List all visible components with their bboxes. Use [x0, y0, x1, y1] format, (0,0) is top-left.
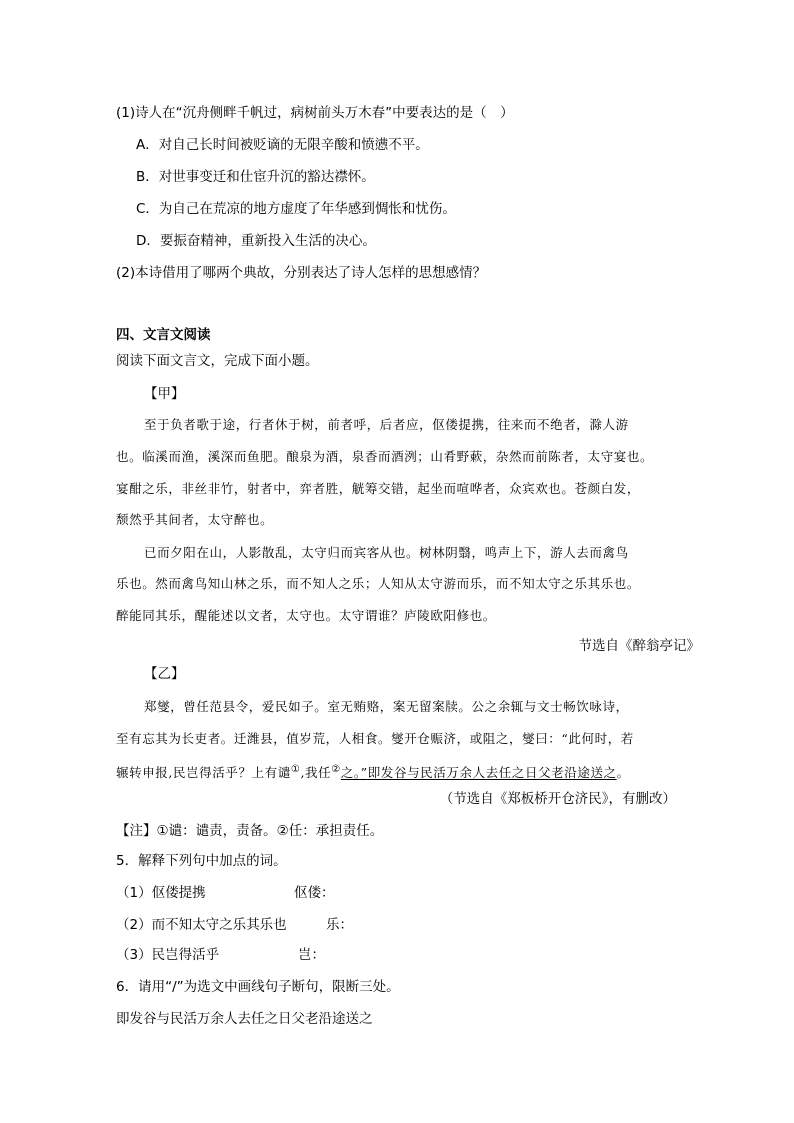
question-6-stem: 6．请用“/”为选文中画线句子断句，限断三处。 — [116, 979, 400, 995]
passage-a-line: 已而夕阳在山，人影散乱，太守归而宾客从也。树林阴翳，鸣声上下，游人去而禽鸟 — [144, 545, 629, 560]
passage-b-line: 至有忘其为长吏者。迁潍县，值岁荒，人相食。燮开仓赈济，或阻之，燮曰：“此何时，若 — [116, 731, 634, 746]
passage-b-line — [116, 761, 630, 782]
question-2-stem: (2)本诗借用了哪两个典故，分别表达了诗人怎样的思想感情？ — [116, 265, 487, 281]
question-5-stem: 5．解释下列句中加点的词。 — [116, 853, 287, 869]
option-b: B．对世事变迁和仕宦升沉的豁达襟怀。 — [136, 169, 375, 185]
option-a: A．对自己长时间被贬谪的无限辛酸和愤懑不平。 — [136, 137, 429, 153]
section-intro: 阅读下面文言文，完成下面小题。 — [116, 353, 319, 369]
option-d: D．要振奋精神，重新投入生活的决心。 — [136, 233, 376, 249]
passage-a-line: 乐也。然而禽鸟知山林之乐，而不知人之乐；人知从太守游而乐，而不知太守之乐其乐也。 — [116, 576, 641, 591]
note-marker-2: ② — [331, 764, 341, 775]
passage-b-source: （节选自《郑板桥开仓济民》，有删改） — [439, 791, 676, 807]
passage-b-text: ,我任 — [300, 765, 332, 781]
passage-a-line: 颓然乎其间者，太守醉也。 — [116, 512, 274, 527]
question-5-word: 岂： — [298, 947, 325, 963]
question-5-word: 伛偻： — [294, 885, 335, 901]
passage-a-line: 也。临溪而渔，溪深而鱼肥。酿泉为酒，泉香而酒洌；山肴野蔌，杂然而前陈者，太守宴也。 — [116, 449, 654, 464]
annotation-note: 【注】①谴：谴责，责备。②任：承担责任。 — [116, 823, 384, 839]
passage-b-label: 【乙】 — [144, 666, 185, 682]
question-5-item: （1）伛偻提携 — [116, 885, 206, 901]
passage-a-line: 至于负者歌于途，行者休于树，前者呼，后者应，伛偻提携，往来而不绝者，滁人游 — [144, 417, 629, 432]
passage-b-line: 郑燮，曾任范县令，爱民如子。室无贿赂，案无留案牍。公之余辄与文士畅饮咏诗， — [144, 699, 629, 714]
question-5-word: 乐： — [326, 917, 353, 933]
option-c: C．为自己在荒凉的地方虚度了年华感到惆怅和忧伤。 — [136, 201, 456, 217]
question-5-item: （3）民岂得活乎 — [116, 947, 220, 963]
section-heading: 四、文言文阅读 — [116, 327, 211, 343]
passage-b-text: 之。” — [340, 765, 368, 781]
passage-a-label: 【甲】 — [144, 386, 185, 402]
note-marker-1: ① — [290, 764, 301, 775]
underlined-sentence: 即发谷与民活万余人去任之日父老沿途送之 — [367, 765, 617, 781]
passage-b-text: 。 — [616, 765, 630, 781]
question-6-sentence: 即发谷与民活万余人去任之日父老沿途送之 — [116, 1011, 373, 1027]
question-5-item: （2）而不知太守之乐其乐也 — [116, 917, 287, 933]
passage-a-source: 节选自《醉翁亭记》 — [578, 638, 700, 654]
passage-a-line: 宴酣之乐，非丝非竹，射者中，弈者胜，觥筹交错，起坐而喧哗者，众宾欢也。苍颜白发， — [116, 481, 641, 496]
passage-a-line: 醉能同其乐，醒能述以文者，太守也。太守谓谁？庐陵欧阳修也。 — [116, 608, 496, 623]
passage-b-text: 辗转申报,民岂得活乎？上有谴 — [116, 765, 291, 781]
question-1-stem: (1)诗人在“沉舟侧畔千帆过，病树前头万木春”中要表达的是（ ） — [116, 105, 514, 121]
